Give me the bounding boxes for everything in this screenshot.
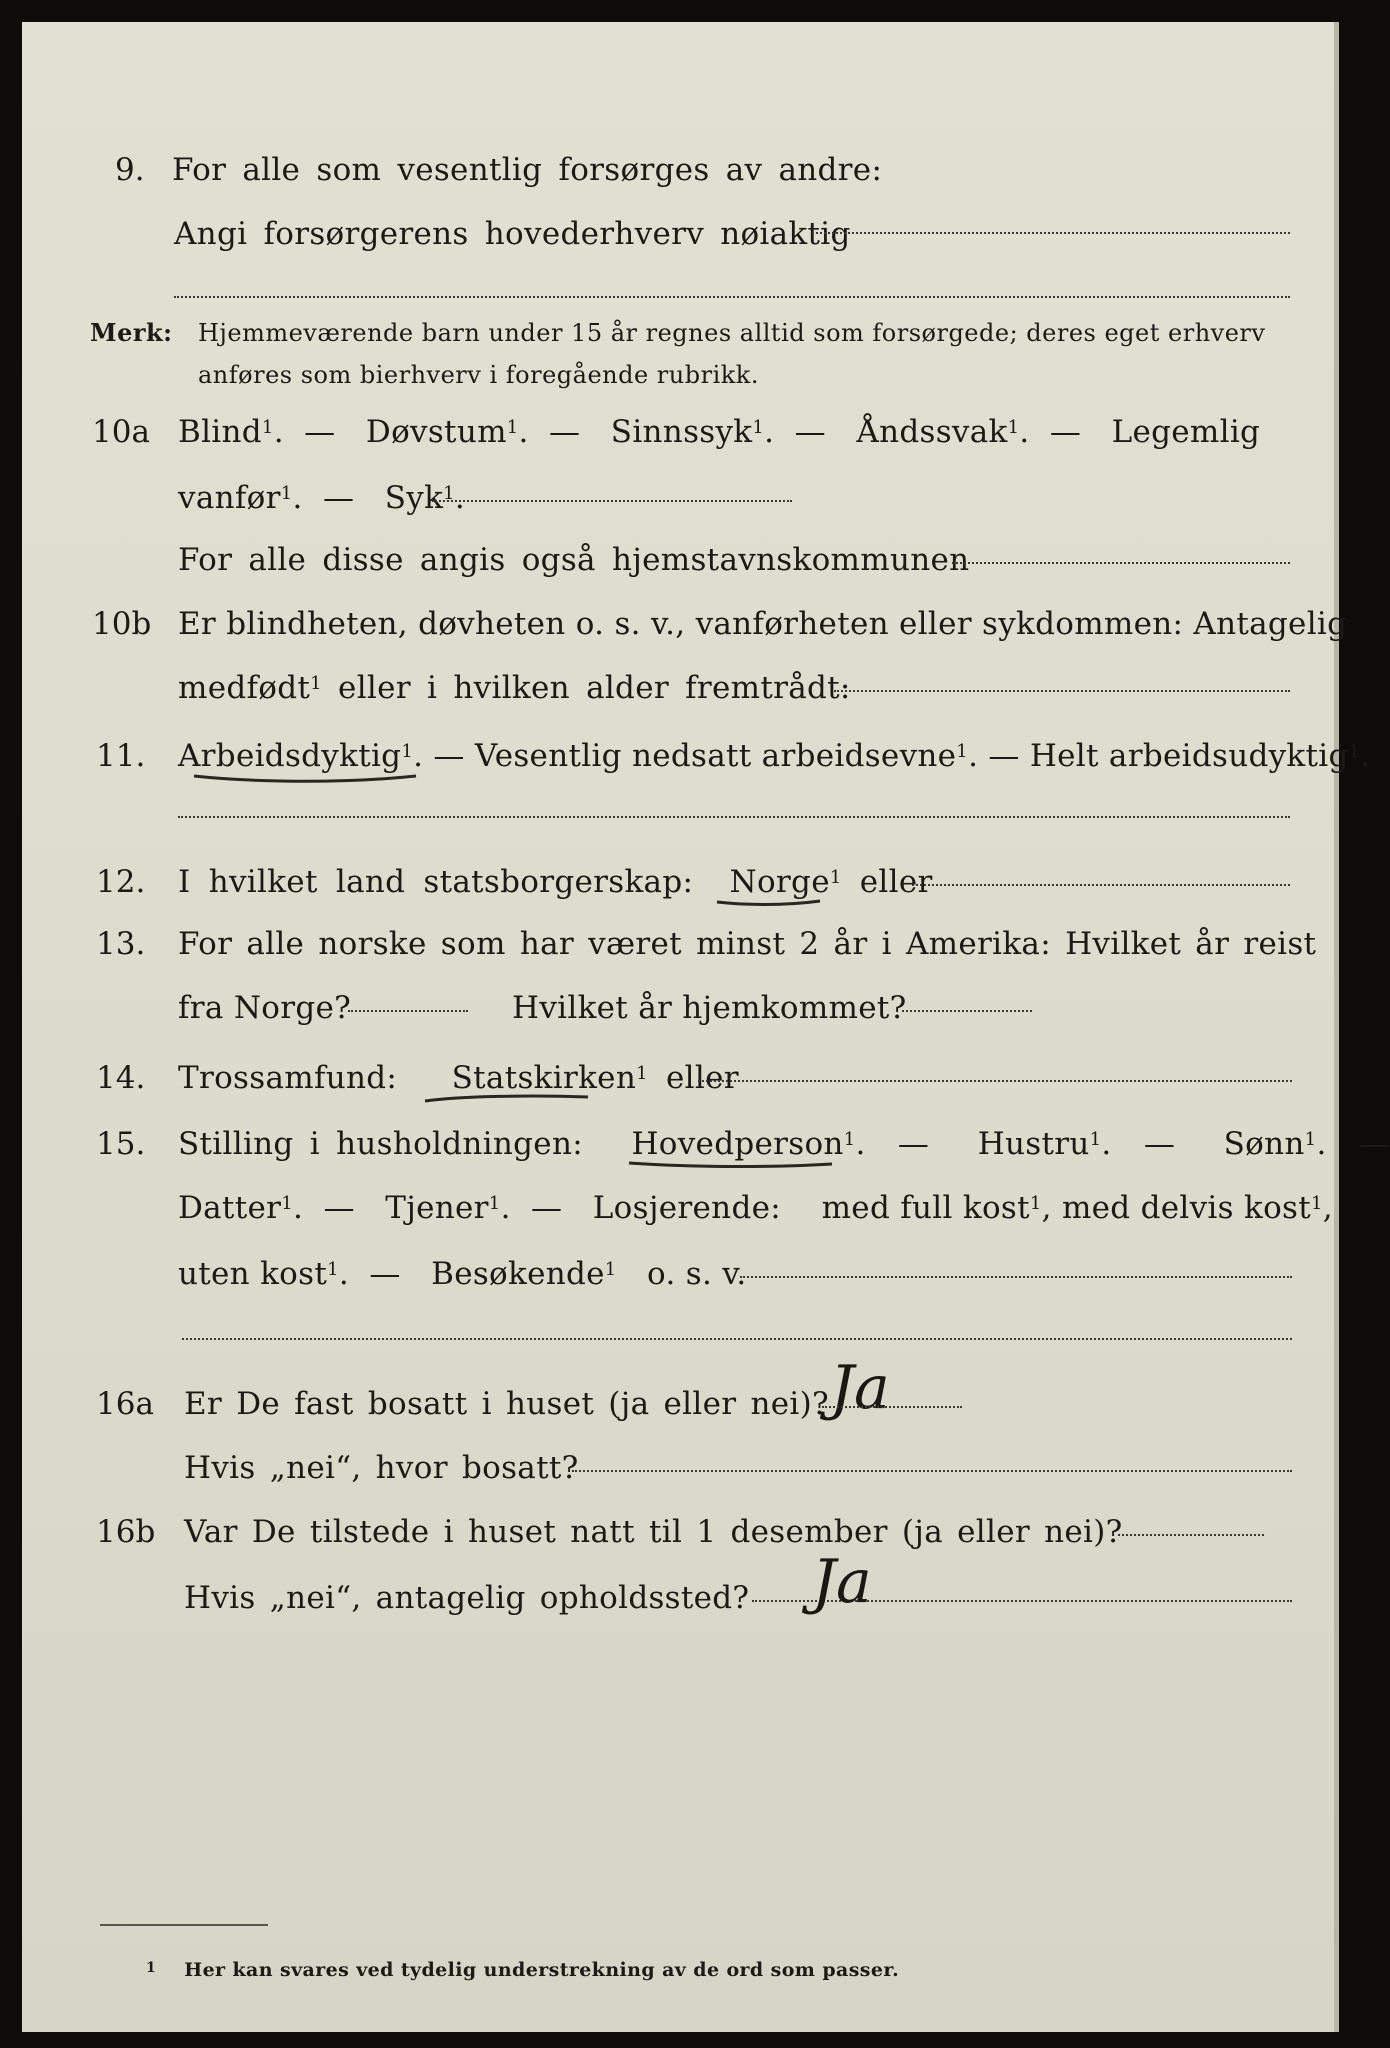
dovstum-option[interactable]: Døvstum [365, 414, 507, 450]
q12-line: I hvilket land statsborgerskap: Norge$^1$ eller [178, 864, 933, 900]
footnote-text: Her kan svares ved tydelig understrekning av de ord som passer. [184, 1959, 900, 1981]
statskirken-handwritten-underline [422, 1092, 592, 1106]
q15-osv: o. s. v. [647, 1256, 747, 1292]
q16b-answer-line[interactable] [1118, 1534, 1264, 1536]
syk-option[interactable]: Syk [384, 480, 444, 516]
q10a-line1: Blind$^1$. — Døvstum$^1$. — Sinnssyk$^1$. — Åndssvak$^1$. — Legemlig [178, 414, 1261, 450]
q15-line2: Datter$^1$. — Tjener$^1$. — Losjerende: med full kost$^1$, med delvis kost$^1$, [178, 1190, 1333, 1226]
q13-line2a: fra Norge? [178, 990, 352, 1026]
q12-eller: eller [859, 864, 933, 900]
q9-line2: Angi forsørgerens hovederhverv nøiaktig [174, 216, 851, 252]
q15-answer-line[interactable] [740, 1276, 1292, 1278]
q16a-handwritten-answer[interactable]: Ja [830, 1353, 890, 1423]
norge-option[interactable]: Norge [729, 864, 830, 900]
q11-line: Arbeidsdyktig$^1$. — Vesentlig nedsatt arbeidsevne$^1$. — Helt arbeidsudyktig$^1$. [178, 738, 1371, 774]
q16a-number: 16a [96, 1386, 154, 1422]
merk-label: Merk: [90, 318, 173, 347]
medfodt-option[interactable]: medfødt [178, 670, 311, 706]
andssvak-option[interactable]: Åndssvak [856, 414, 1008, 450]
q9-answer-line[interactable] [812, 232, 1290, 234]
q13-number: 13. [96, 926, 146, 962]
q9-line1: For alle som vesentlig forsørges av andre: [172, 152, 883, 188]
q14-eller: eller [666, 1060, 739, 1096]
arbeidsdyktig-handwritten-underline [190, 770, 420, 786]
q14-number: 14. [96, 1060, 146, 1096]
reist-year-answer-line[interactable] [348, 1010, 468, 1012]
q10b-line2: medfødt$^1$ eller i hvilken alder fremtrådt: [178, 670, 851, 706]
sinnssyk-option[interactable]: Sinnssyk [610, 414, 753, 450]
q10a-line3: For alle disse angis også hjemstavnskommunen [178, 542, 970, 578]
uten-kost-option[interactable]: uten kost [178, 1256, 328, 1292]
q15-answer-line-2[interactable] [182, 1338, 1292, 1340]
q15-line3: uten kost$^1$. — Besøkende$^1$ o. s. v. [178, 1256, 747, 1292]
hovedperson-handwritten-underline [626, 1158, 836, 1172]
q14-answer-line[interactable] [698, 1080, 1292, 1082]
q15-prefix: Stilling i husholdningen: [178, 1126, 583, 1162]
datter-option[interactable]: Datter [178, 1190, 282, 1226]
q16a-line2: Hvis „nei“, hvor bosatt? [184, 1450, 579, 1486]
q14-line: Trossamfund: Statskirken$^1$ eller [178, 1060, 739, 1096]
losjerende-label: Losjerende: [592, 1190, 781, 1226]
q10b-line2-rest: eller i hvilken alder fremtrådt: [338, 670, 851, 706]
q13-line1: For alle norske som har været minst 2 år i Amerika: Hvilket år reist [178, 926, 1317, 962]
q15-line1: Stilling i husholdningen: Hovedperson$^1$. — Hustru$^1$. — Sønn$^1$. — [178, 1126, 1390, 1162]
census-form-page [22, 22, 1390, 2032]
arbeidsdyktig-option[interactable]: Arbeidsdyktig [178, 738, 402, 774]
q10b-line1: Er blindheten, døvheten o. s. v., vanførheten eller sykdommen: Antagelig [178, 606, 1348, 642]
q12-number: 12. [96, 864, 146, 900]
vanfor-option[interactable]: vanfør [178, 480, 281, 516]
footnote-divider [100, 1924, 268, 1926]
helt-arbeidsudyktig-option[interactable]: Helt arbeidsudyktig [1029, 738, 1349, 774]
footnote-mark: 1 [146, 1960, 157, 1976]
full-kost-option[interactable]: med full kost [821, 1190, 1030, 1226]
q13-line2b: Hvilket år hjemkommet? [512, 990, 907, 1026]
hovedperson-option[interactable]: Hovedperson [631, 1126, 844, 1162]
besokende-option[interactable]: Besøkende [431, 1256, 605, 1292]
q10a-line2: vanfør$^1$. — Syk$^1$. [178, 480, 466, 516]
bosatt-answer-line[interactable] [572, 1470, 1292, 1472]
delvis-kost-option[interactable]: med delvis kost [1061, 1190, 1312, 1226]
q16b-number: 16b [96, 1514, 156, 1550]
q16b-line1: Var De tilstede i huset natt til 1 desember (ja eller nei)? [184, 1514, 1123, 1550]
q16a-answer-line[interactable] [822, 1406, 962, 1408]
q10b-answer-line[interactable] [834, 690, 1290, 692]
q11-answer-line[interactable] [178, 816, 1290, 818]
merk-line2: anføres som bierhverv i foregående rubrikk. [198, 361, 759, 389]
blind-option[interactable]: Blind [178, 414, 262, 450]
hjemkommet-year-answer-line[interactable] [902, 1010, 1032, 1012]
q10a-number: 10a [92, 414, 150, 450]
q10b-number: 10b [92, 606, 152, 642]
q16a-line1: Er De fast bosatt i huset (ja eller nei)? [184, 1386, 829, 1422]
q16b-line2: Hvis „nei“, antagelig opholdssted? [184, 1580, 750, 1616]
syk-answer-line[interactable] [432, 500, 792, 502]
q12-answer-line[interactable] [912, 884, 1290, 886]
q11-number: 11. [96, 738, 146, 774]
q9-number: 9. [115, 152, 145, 188]
q12-prefix: I hvilket land statsborgerskap: [178, 864, 694, 900]
tjener-option[interactable]: Tjener [385, 1190, 489, 1226]
footnote [146, 1948, 899, 1990]
hustru-option[interactable]: Hustru [977, 1126, 1090, 1162]
q14-prefix: Trossamfund: [178, 1060, 398, 1096]
hjemstavn-answer-line[interactable] [952, 562, 1290, 564]
norge-handwritten-underline [714, 896, 824, 910]
vesentlig-nedsatt-option[interactable]: Vesentlig nedsatt arbeidsevne [474, 738, 957, 774]
legemlig-option[interactable]: Legemlig [1111, 414, 1261, 450]
merk-line1: Hjemmeværende barn under 15 år regnes alltid som forsørgede; deres eget erhverv [198, 319, 1266, 347]
sonn-option[interactable]: Sønn [1223, 1126, 1305, 1162]
statskirken-option[interactable]: Statskirken [451, 1060, 637, 1096]
q16b-handwritten-answer[interactable]: Ja [812, 1547, 872, 1617]
q15-number: 15. [96, 1126, 146, 1162]
q9-answer-line-2[interactable] [174, 296, 1290, 298]
